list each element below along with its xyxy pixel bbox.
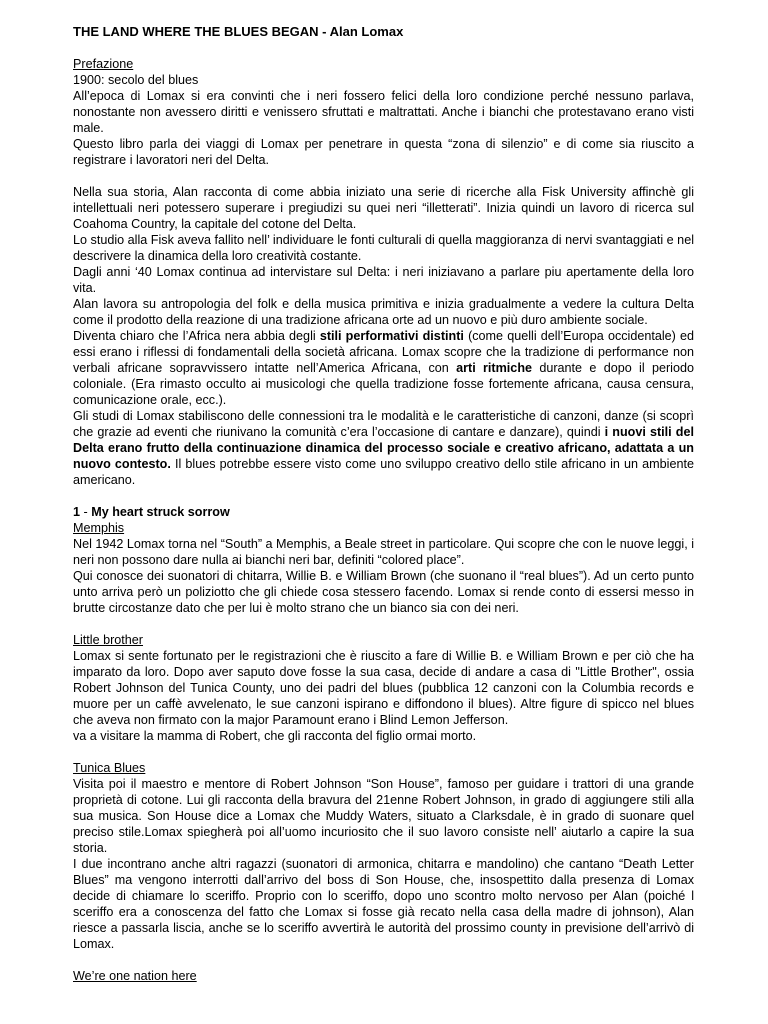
bold-text: i nuovi stili del Delta erano frutto della continuazione dinamica del processo sociale e creativo africano, adattata a un nuovo contesto. xyxy=(73,425,695,471)
chapter-title: My heart struck sorrow xyxy=(91,505,230,519)
text-run: Gli studi di Lomax stabiliscono delle connessioni tra le modalità e le caratteristiche di canzoni, danze (si scoprì che grazie ad eventi che riunivano la comunità c’era l’occasione di cantare e danzare), quindi xyxy=(73,409,694,439)
spacer xyxy=(73,168,694,184)
paragraph xyxy=(73,408,694,488)
spacer xyxy=(73,488,694,504)
section-heading-little-brother: Little brother xyxy=(73,633,144,647)
paragraph: I due incontrano anche altri ragazzi (suonatori di armonica, chitarra e mandolino) che cantano “Death Letter Blues” ma vengono interrotti dall’arrivo del boss di Son House, che, insospettito dalla presenza di Lomax decide di chiamare lo sceriffo. Proprio con lo sceriffo, dopo uno scontro molto nervoso per Alan (poiché l sceriffo era a conoscenza del fatto che Lomax si fosse già recato nella casa della madre di johnson), Alan riesce a passarla liscia, anche se lo sceriffo avvertirà le autorità del prossimo county in previsione dell’arrivò di Lomax. xyxy=(73,857,694,951)
paragraph: Lomax si sente fortunato per le registrazioni che è riuscito a fare di Willie B. e William Brown e per ciò che ha imparato da loro. Dopo aver saputo dove fosse la sua casa, decide di andare a casa di "Little Brother", ossia Robert Johnson del Tunica County, uno dei padri del blues (pubblica 12 canzoni con la Columbia records e muore per un caffè avvelenato, le sue canzoni ispirano e diffondono il blues). Altre figure di spicco nel blues che aveva non firmato con la major Paramount erano i Blind Lemon Jefferson. xyxy=(73,649,694,727)
paragraph xyxy=(73,328,694,408)
paragraph: Lo studio alla Fisk aveva fallito nell’ individuare le fonti culturali di quella maggioranza di nervi svantaggiati e nel descrivere la dinamica della loro creatività costante. xyxy=(73,233,694,263)
chapter-heading xyxy=(73,504,694,520)
paragraph: Dagli anni ‘40 Lomax continua ad intervistare sul Delta: i neri iniziavano a parlare piu apertamente della loro vita. xyxy=(73,265,694,295)
text-run: Diventa chiaro che l’Africa nera abbia degli xyxy=(73,329,320,343)
paragraph: Nel 1942 Lomax torna nel “South” a Memphis, a Beale street in particolare. Qui scopre che con le nuove leggi, i neri non possono dare nulla ai bianchi neri bar, definiti “colored place”. xyxy=(73,537,694,567)
section-heading-one-nation: We’re one nation here xyxy=(73,969,197,983)
paragraph: va a visitare la mamma di Robert, che gli racconta del figlio ormai morto. xyxy=(73,729,477,743)
text-run: (come quelli dell’Europa occidentale) ed essi erano i riflessi di fondamentali della società africana. Lomax scopre che la tradizione di performance non verbali africane sopravvissero intatte nell’America Africana, con xyxy=(73,329,695,375)
section-heading-tunica-blues: Tunica Blues xyxy=(73,761,146,775)
spacer xyxy=(73,616,694,632)
subheading-secolo-blues: 1900: secolo del blues xyxy=(73,73,199,87)
paragraph: Questo libro parla dei viaggi di Lomax per penetrare in questa “zona di silenzio” e di come sia riuscito a registrare i lavoratori neri del Delta. xyxy=(73,137,694,167)
paragraph: Visita poi il maestro e mentore di Robert Johnson “Son House”, famoso per guidare i trattori di una grande proprietà di cotone. Lui gli racconta della bravura del 21enne Robert Johnson, in grado di aggiungere stili alla sua musica. Son House dice a Lomax che Muddy Waters, situato a Clarksdale, è in grado di suonare quel preciso stile.Lomax spiegherà poi all’uomo incuriosito che il suo lavoro consiste nell’ aiutarlo a capire la sua storia. xyxy=(73,777,694,855)
document-title: THE LAND WHERE THE BLUES BEGAN - Alan Lomax xyxy=(73,24,404,39)
paragraph: Nella sua storia, Alan racconta di come abbia iniziato una serie di ricerche alla Fisk University affinchè gli intellettuali neri potessero superare i pregiudizi su quei neri “illetterati”. Inizia quindi un lavoro di ricerca sul Coahoma Country, la capitale del cotone del Delta. xyxy=(73,185,694,231)
bold-text: stili performativi distinti xyxy=(319,329,464,343)
chapter-separator: - xyxy=(80,505,92,519)
document-page xyxy=(73,24,694,984)
section-heading-memphis: Memphis xyxy=(73,521,125,535)
spacer xyxy=(73,744,694,760)
section-heading-prefazione: Prefazione xyxy=(73,57,134,71)
chapter-number: 1 xyxy=(73,505,81,519)
paragraph: Alan lavora su antropologia del folk e della musica primitiva e inizia gradualmente a vedere la cultura Delta come il prodotto della reazione di una tradizione africana orte ad un nuovo e più duro ambiente sociale. xyxy=(73,297,694,327)
text-run: durante e dopo il periodo coloniale. (Era rimasto occulto ai musicologi che quella tradizione fosse fortemente africana, causa censura, comunicazione orale, ecc.). xyxy=(73,361,694,407)
spacer xyxy=(73,952,694,968)
text-run: Il blues potrebbe essere visto come uno sviluppo creativo dello stile africano in un ambiente americano. xyxy=(73,457,694,487)
bold-text: arti ritmiche xyxy=(456,361,533,375)
paragraph: Qui conosce dei suonatori di chitarra, Willie B. e William Brown (che suonano il “real blues”). Ad un certo punto unto arriva però un poliziotto che gli chiede cosa stessero facendo. Lomax si rende conto di essersi messo in brutte circostanze dato che per lui è molto strano che un bianco sia con dei neri. xyxy=(73,569,694,615)
paragraph: All’epoca di Lomax si era convinti che i neri fossero felici della loro condizione perché nessuno parlava, nonostante non avessero diritti e venissero sfruttati e maltrattati. Anche i bianchi che protestavano erano visti male. xyxy=(73,89,694,135)
